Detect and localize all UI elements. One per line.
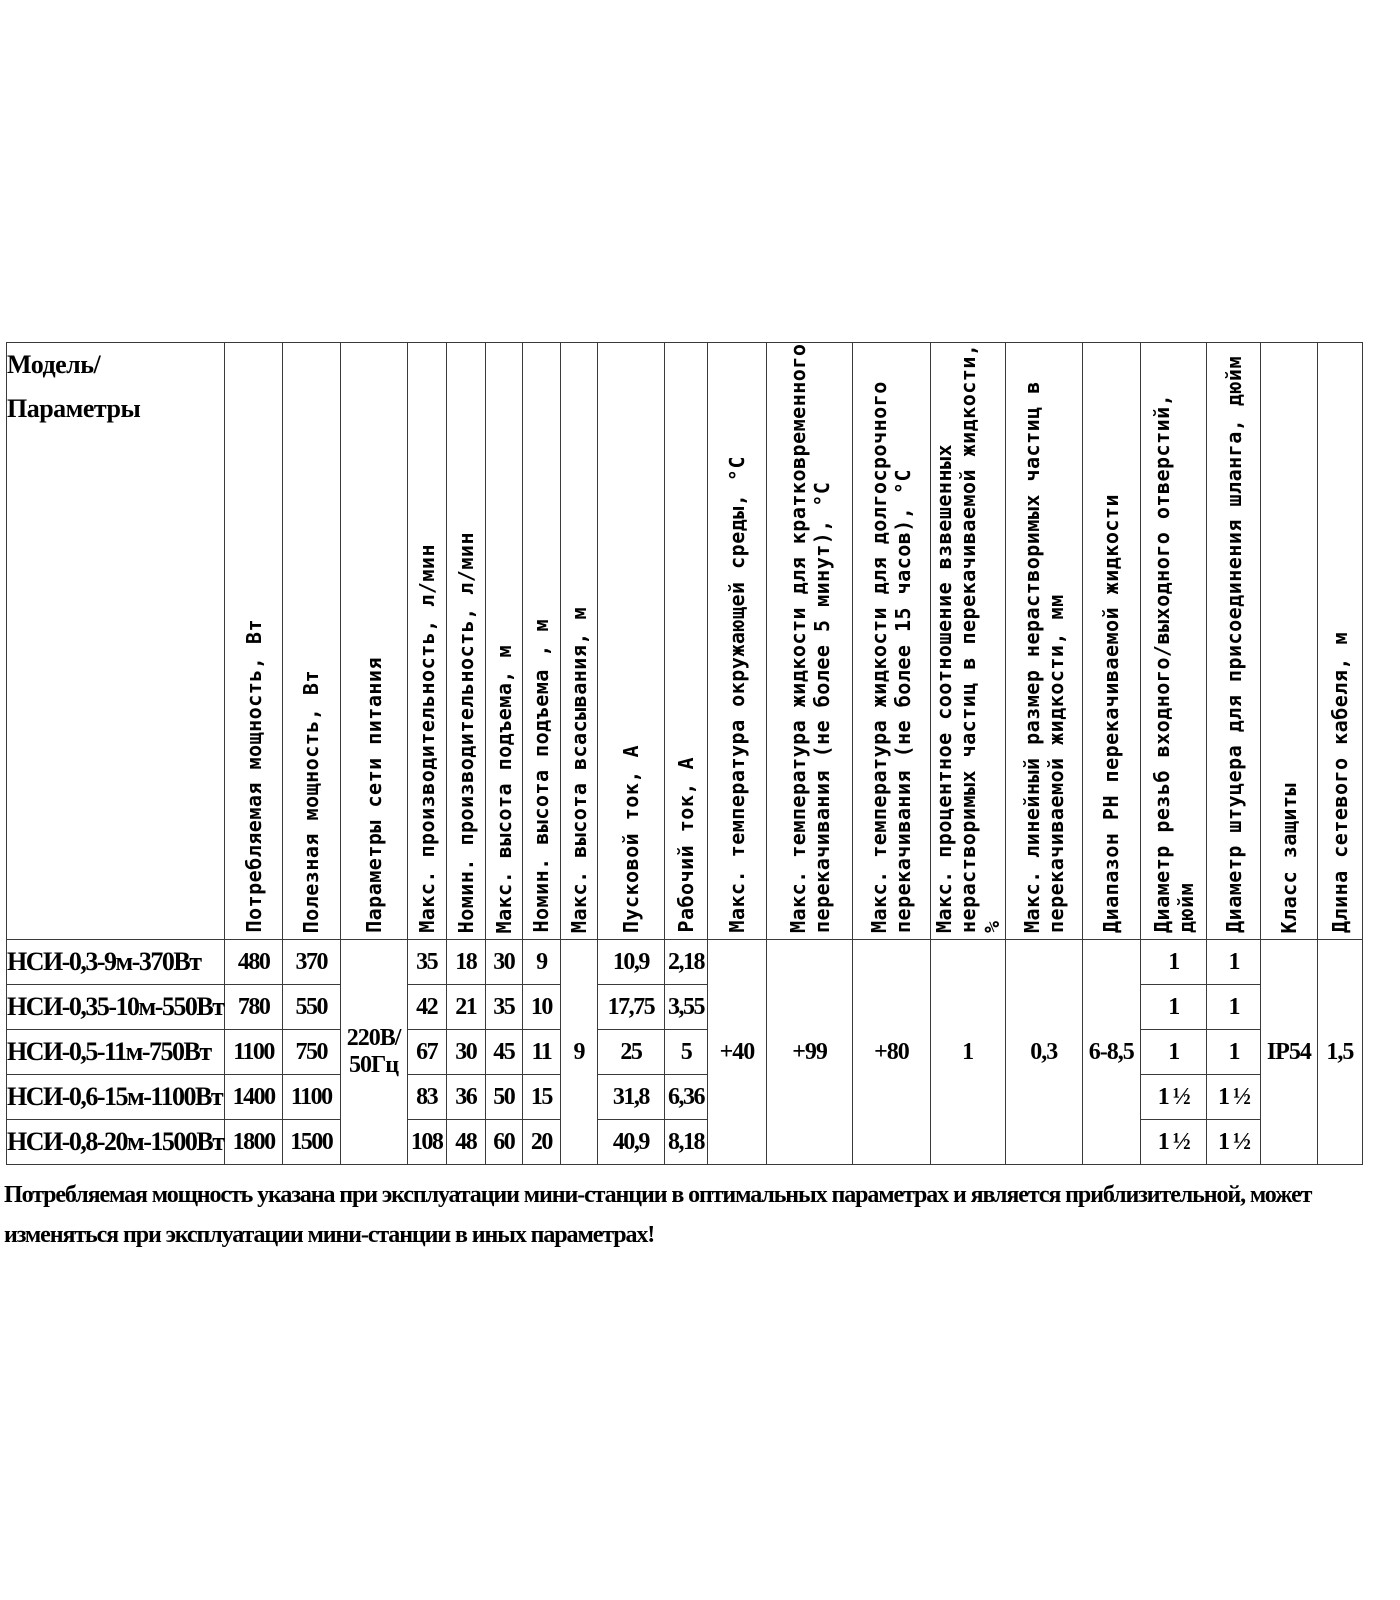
col-header-start-current: Пусковой ток, А — [597, 343, 664, 940]
head-nom-cell: 9 — [522, 940, 560, 985]
flow-max-cell: 42 — [407, 985, 446, 1030]
table-row — [7, 940, 1363, 985]
model-name: НСИ-0,5-11м-750Вт — [7, 1030, 225, 1075]
thread-cell: 1 — [1140, 1030, 1207, 1075]
cable-cell: 1,5 — [1317, 940, 1362, 1165]
power-out-cell: 1500 — [282, 1120, 340, 1165]
start-current-cell: 31,8 — [597, 1075, 664, 1120]
spec-table — [6, 342, 1363, 1165]
head-max-cell: 30 — [485, 940, 522, 985]
table-row — [7, 985, 1363, 1030]
model-name: НСИ-0,3-9м-370Вт — [7, 940, 225, 985]
flow-max-cell: 83 — [407, 1075, 446, 1120]
model-name: НСИ-0,6-15м-1100Вт — [7, 1075, 225, 1120]
liquid-short-cell: +99 — [766, 940, 852, 1165]
work-current-cell: 6,36 — [664, 1075, 707, 1120]
work-current-cell: 2,18 — [664, 940, 707, 985]
table-row — [7, 1120, 1363, 1165]
col-header-mains: Параметры сети питания — [340, 343, 407, 940]
thread-cell: 1 — [1140, 985, 1207, 1030]
start-current-cell: 25 — [597, 1030, 664, 1075]
table-row — [7, 1030, 1363, 1075]
col-header-flow-nom: Номин. производительность, л/мин — [446, 343, 485, 940]
head-max-cell: 35 — [485, 985, 522, 1030]
flow-nom-cell: 30 — [446, 1030, 485, 1075]
col-header-ph: Диапазон РН перекачиваемой жидкости — [1082, 343, 1140, 940]
particle-size-cell: 0,3 — [1005, 940, 1082, 1165]
ambient-cell: +40 — [708, 940, 767, 1165]
thread-cell: 1 ½ — [1140, 1075, 1207, 1120]
col-header-suction: Макс. высота всасывания, м — [560, 343, 597, 940]
col-header-thread: Диаметр резьб входного/выходного отверстий, дюйм — [1140, 343, 1207, 940]
col-header-flow-max: Макс. производительность, л/мин — [407, 343, 446, 940]
fitting-cell: 1 — [1207, 1030, 1261, 1075]
spec-table-container — [6, 342, 1363, 1165]
model-header: Модель/ Параметры — [7, 343, 225, 940]
head-nom-cell: 20 — [522, 1120, 560, 1165]
fitting-cell: 1 ½ — [1207, 1120, 1261, 1165]
power-out-cell: 1100 — [282, 1075, 340, 1120]
power-out-cell: 370 — [282, 940, 340, 985]
head-max-cell: 45 — [485, 1030, 522, 1075]
particles-pct-cell: 1 — [930, 940, 1005, 1165]
flow-max-cell: 35 — [407, 940, 446, 985]
start-current-cell: 17,75 — [597, 985, 664, 1030]
power-in-cell: 1800 — [225, 1120, 283, 1165]
fitting-cell: 1 — [1207, 940, 1261, 985]
power-in-cell: 1400 — [225, 1075, 283, 1120]
thread-cell: 1 — [1140, 940, 1207, 985]
head-max-cell: 50 — [485, 1075, 522, 1120]
fitting-cell: 1 — [1207, 985, 1261, 1030]
col-header-power-in: Потребляемая мощность, Вт — [225, 343, 283, 940]
power-out-cell: 750 — [282, 1030, 340, 1075]
ph-cell: 6-8,5 — [1082, 940, 1140, 1165]
suction-cell: 9 — [560, 940, 597, 1165]
thread-cell: 1 ½ — [1140, 1120, 1207, 1165]
power-out-cell: 550 — [282, 985, 340, 1030]
flow-nom-cell: 21 — [446, 985, 485, 1030]
flow-nom-cell: 18 — [446, 940, 485, 985]
start-current-cell: 40,9 — [597, 1120, 664, 1165]
protection-cell: IP54 — [1261, 940, 1318, 1165]
model-name: НСИ-0,35-10м-550Вт — [7, 985, 225, 1030]
col-header-particles-pct: Макс. процентное соотношение взвешенных нерастворимых частиц в перекачиваемой жидкости, % — [930, 343, 1005, 940]
fitting-cell: 1 ½ — [1207, 1075, 1261, 1120]
model-name: НСИ-0,8-20м-1500Вт — [7, 1120, 225, 1165]
col-header-liquid-short: Макс. температура жидкости для кратковременного перекачивания (не более 5 минут), °С — [766, 343, 852, 940]
work-current-cell: 8,18 — [664, 1120, 707, 1165]
head-nom-cell: 15 — [522, 1075, 560, 1120]
col-header-head-max: Макс. высота подъема, м — [485, 343, 522, 940]
start-current-cell: 10,9 — [597, 940, 664, 985]
header-row — [7, 343, 1363, 940]
col-header-fitting: Диаметр штуцера для присоединения шланга, дюйм — [1207, 343, 1261, 940]
flow-max-cell: 108 — [407, 1120, 446, 1165]
col-header-particle-size: Макс. линейный размер нерастворимых частиц в перекачиваемой жидкости, мм — [1005, 343, 1082, 940]
col-header-cable: Длина сетевого кабеля, м — [1317, 343, 1362, 940]
col-header-protection: Класс защиты — [1261, 343, 1318, 940]
col-header-ambient: Макс. температура окружающей среды, °С — [708, 343, 767, 940]
col-header-liquid-long: Макс. температура жидкости для долгосрочного перекачивания (не более 15 часов), °С — [853, 343, 930, 940]
work-current-cell: 5 — [664, 1030, 707, 1075]
flow-max-cell: 67 — [407, 1030, 446, 1075]
head-max-cell: 60 — [485, 1120, 522, 1165]
head-nom-cell: 11 — [522, 1030, 560, 1075]
flow-nom-cell: 36 — [446, 1075, 485, 1120]
power-in-cell: 780 — [225, 985, 283, 1030]
mains-cell: 220В/ 50Гц — [340, 940, 407, 1165]
col-header-power-out: Полезная мощность, Вт — [282, 343, 340, 940]
footnote: Потребляемая мощность указана при эксплуатации мини-станции в оптимальных параметрах и является приблизительной, может изменяться при эксплуатации мини-станции в иных параметрах! — [4, 1182, 1312, 1248]
power-in-cell: 480 — [225, 940, 283, 985]
flow-nom-cell: 48 — [446, 1120, 485, 1165]
power-in-cell: 1100 — [225, 1030, 283, 1075]
col-header-work-current: Рабочий ток, А — [664, 343, 707, 940]
table-row — [7, 1075, 1363, 1120]
liquid-long-cell: +80 — [853, 940, 930, 1165]
col-header-head-nom: Номин. высота подъема , м — [522, 343, 560, 940]
work-current-cell: 3,55 — [664, 985, 707, 1030]
head-nom-cell: 10 — [522, 985, 560, 1030]
